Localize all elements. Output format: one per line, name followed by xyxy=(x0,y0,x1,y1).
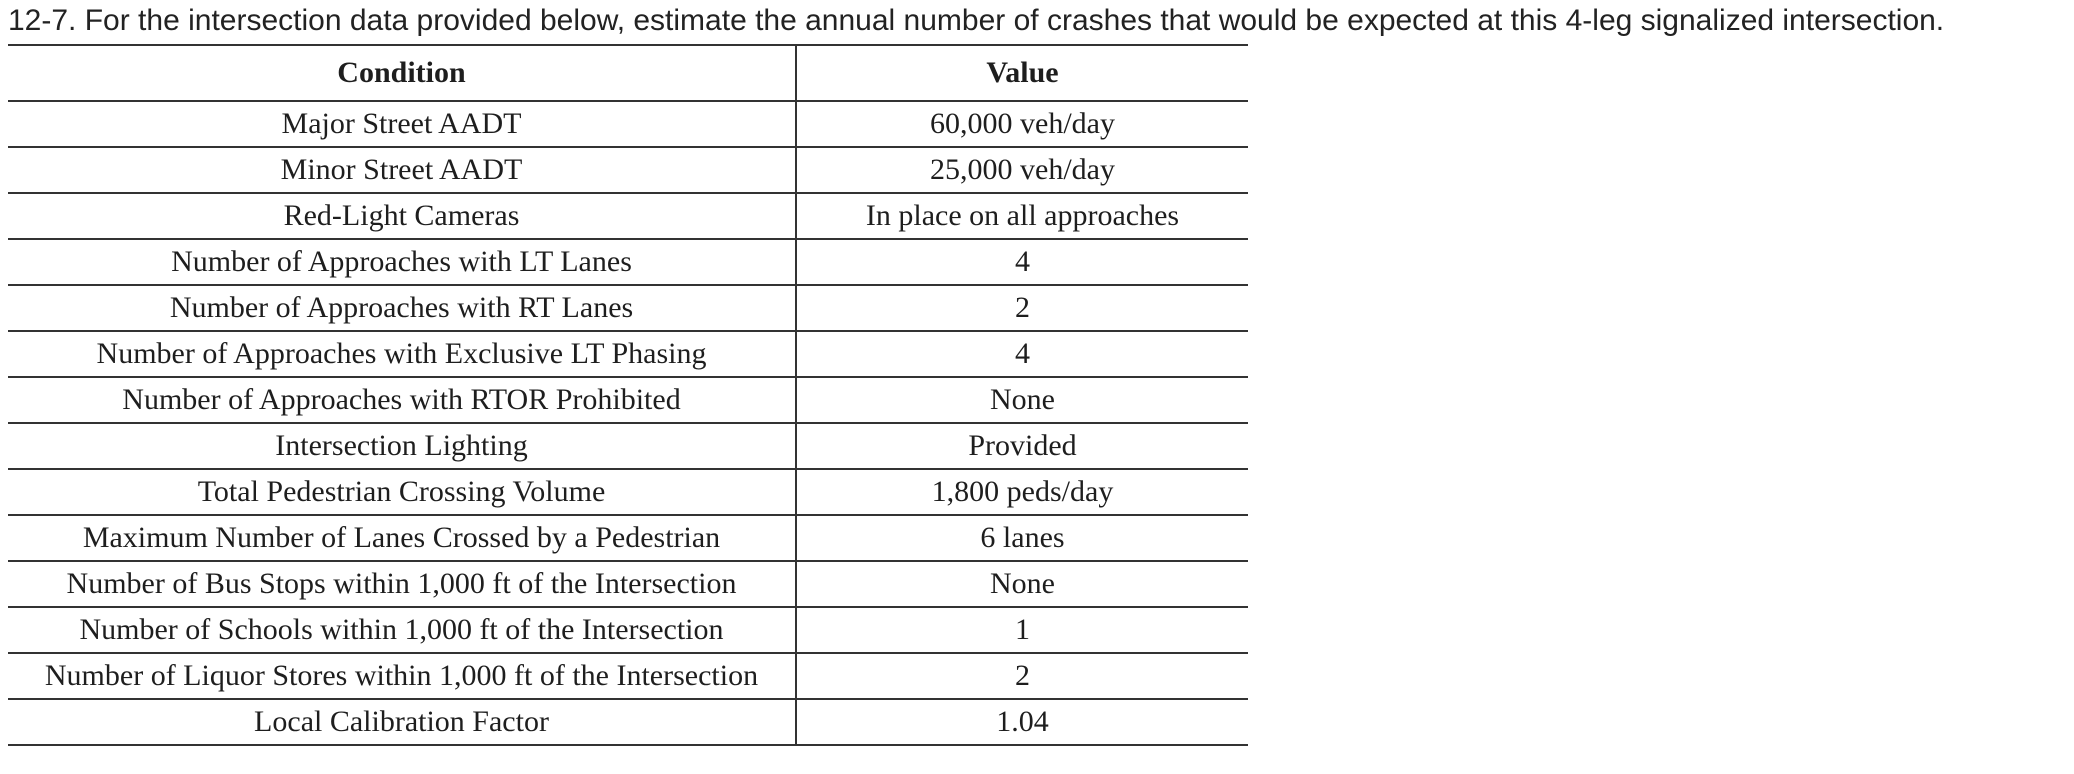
value-cell: Provided xyxy=(796,423,1248,469)
condition-cell: Intersection Lighting xyxy=(8,423,796,469)
condition-cell: Number of Approaches with RTOR Prohibited xyxy=(8,377,796,423)
condition-cell: Minor Street AADT xyxy=(8,147,796,193)
value-cell: 1.04 xyxy=(796,699,1248,745)
table-row xyxy=(8,239,1248,285)
value-cell: 6 lanes xyxy=(796,515,1248,561)
value-cell: 1,800 peds/day xyxy=(796,469,1248,515)
value-cell: 25,000 veh/day xyxy=(796,147,1248,193)
condition-cell: Number of Schools within 1,000 ft of the Intersection xyxy=(8,607,796,653)
header-value: Value xyxy=(796,45,1248,101)
condition-cell: Red-Light Cameras xyxy=(8,193,796,239)
value-cell: 4 xyxy=(796,239,1248,285)
condition-cell: Number of Approaches with Exclusive LT Phasing xyxy=(8,331,796,377)
value-cell: None xyxy=(796,377,1248,423)
condition-cell: Major Street AADT xyxy=(8,101,796,147)
intersection-data-table xyxy=(8,44,1248,746)
header-condition: Condition xyxy=(8,45,796,101)
condition-cell: Number of Bus Stops within 1,000 ft of the Intersection xyxy=(8,561,796,607)
table-row xyxy=(8,331,1248,377)
table-row xyxy=(8,515,1248,561)
table-row xyxy=(8,469,1248,515)
table-row xyxy=(8,193,1248,239)
condition-cell: Number of Approaches with LT Lanes xyxy=(8,239,796,285)
table-row xyxy=(8,561,1248,607)
table-row xyxy=(8,377,1248,423)
condition-cell: Number of Approaches with RT Lanes xyxy=(8,285,796,331)
value-cell: In place on all approaches xyxy=(796,193,1248,239)
table-row xyxy=(8,653,1248,699)
question-text: 12-7. For the intersection data provided below, estimate the annual number of crashes that would be expected at this 4-leg signalized intersection. xyxy=(8,4,1945,37)
value-cell: 2 xyxy=(796,653,1248,699)
table-row xyxy=(8,423,1248,469)
table-row xyxy=(8,285,1248,331)
value-cell: None xyxy=(796,561,1248,607)
value-cell: 2 xyxy=(796,285,1248,331)
condition-cell: Local Calibration Factor xyxy=(8,699,796,745)
table-row xyxy=(8,101,1248,147)
value-cell: 1 xyxy=(796,607,1248,653)
table-row xyxy=(8,147,1248,193)
table-row xyxy=(8,607,1248,653)
value-cell: 4 xyxy=(796,331,1248,377)
table-row xyxy=(8,699,1248,745)
value-cell: 60,000 veh/day xyxy=(796,101,1248,147)
condition-cell: Maximum Number of Lanes Crossed by a Pedestrian xyxy=(8,515,796,561)
condition-cell: Number of Liquor Stores within 1,000 ft of the Intersection xyxy=(8,653,796,699)
table-header-row xyxy=(8,45,1248,101)
condition-cell: Total Pedestrian Crossing Volume xyxy=(8,469,796,515)
